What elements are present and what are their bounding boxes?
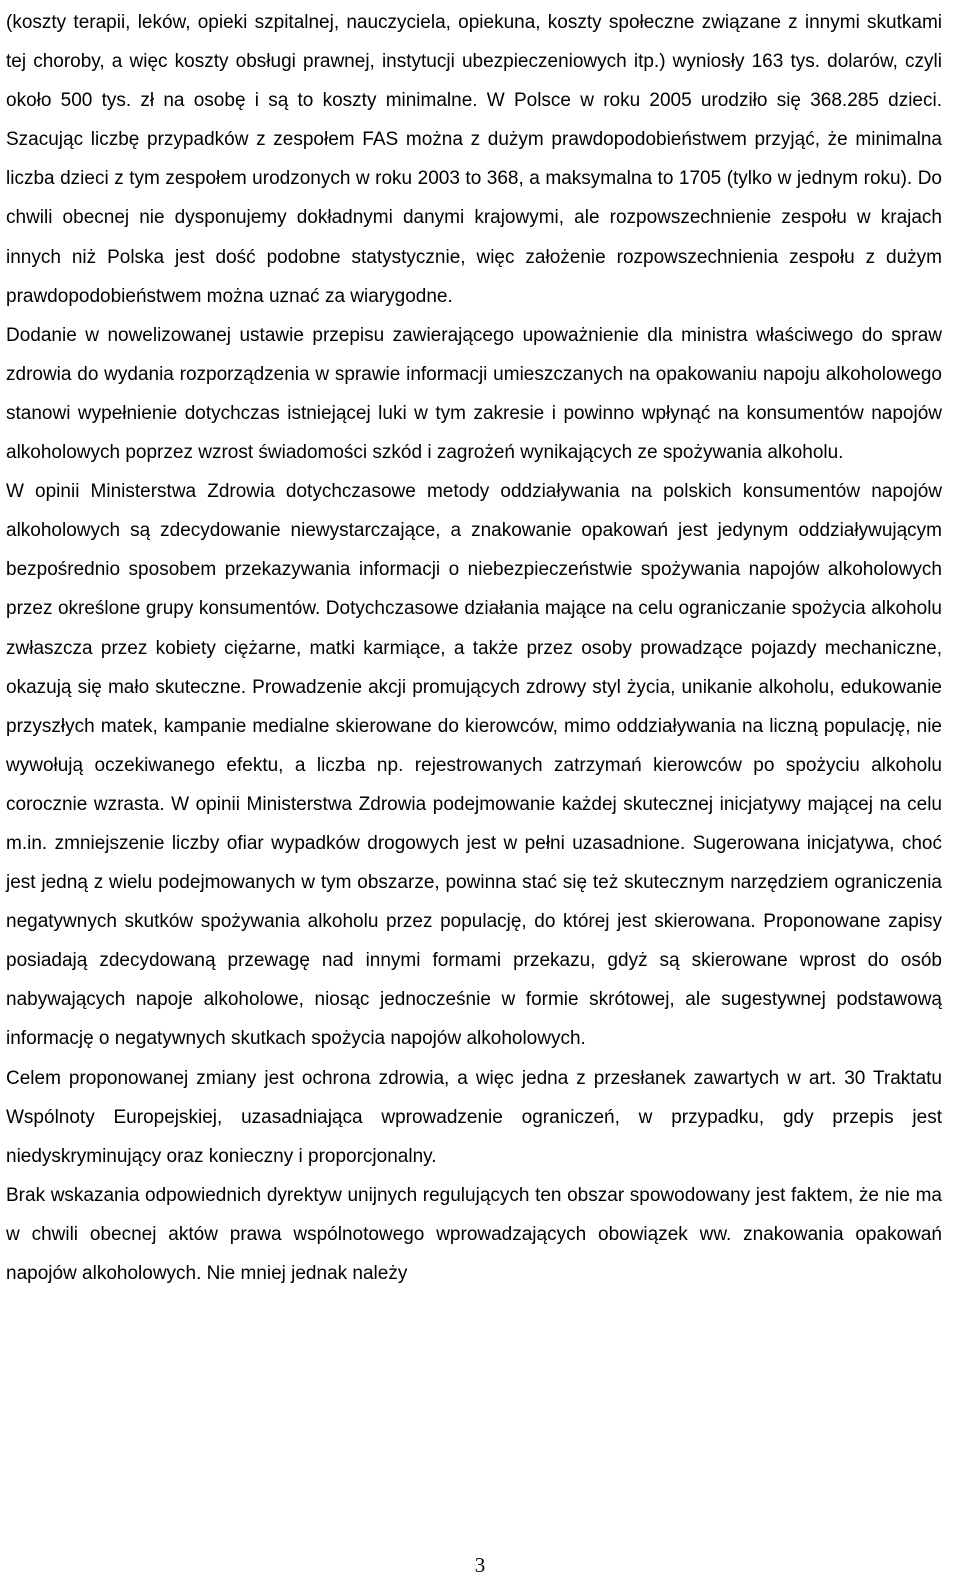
paragraph-goal: Celem proponowanej zmiany jest ochrona zdrowia, a więc jedna z przesłanek zawartych w art. 30 Traktatu Wspólnoty Europejskiej, uzasadniająca wprowadzenie ograniczeń, w przypadku, gdy przepis jest niedyskryminujący oraz konieczny i proporcjonalny. bbox=[6, 1067, 942, 1167]
paragraph-ministry-opinion: W opinii Ministerstwa Zdrowia dotychczasowe metody oddziaływania na polskich konsumentów napojów alkoholowych są zdecydowanie niewystarczające, a znakowanie opakowań jest jedynym oddziaływującym bezpośrednio sposobem przekazywania informacji o niebezpieczeństwie spożywania napojów alkoholowych przez określone grupy konsumentów. Dotychczasowe działania mające na celu ograniczanie spożycia alkoholu zwłaszcza przez kobiety ciężarne, matki karmiące, a także przez osoby prowadzące pojazdy mechaniczne, okazują się mało skuteczne. Prowadzenie akcji promujących zdrowy styl życia, unikanie alkoholu, edukowanie przyszłych matek, kampanie medialne skierowane do kierowców, mimo oddziaływania na liczną populację, nie wywołują oczekiwanego efektu, a liczba np. rejestrowanych zatrzymań kierowców po spożyciu alkoholu corocznie wzrasta. W opinii Ministerstwa Zdrowia podejmowanie każdej skutecznej inicjatywy mającej na celu m.in. zmniejszenie liczby ofiar wypadków drogowych jest w pełni uzasadnione. Sugerowana inicjatywa, choć jest jedną z wielu podejmowanych w tym obszarze, powinna stać się też skutecznym narzędziem ograniczenia negatywnych skutków spożywania alkoholu przez populację, do której jest skierowana. Proponowane zapisy posiadają zdecydowaną przewagę nad innymi formami przekazu, gdyż są skierowane wprost do osób nabywających napoje alkoholowe, niosąc jednocześnie w formie skrótowej, ale sugestywnej podstawową informację o negatywnych skutkach spożycia napojów alkoholowych. bbox=[6, 481, 942, 1050]
paragraph-fas-costs: (koszty terapii, leków, opieki szpitalnej, nauczyciela, opiekuna, koszty społeczne związane z innymi skutkami tej choroby, a więc koszty obsługi prawnej, instytucji ubezpieczeniowych itp.) wyniosły 163 tys. dolarów, czyli około 500 tys. zł na osobę i są to koszty minimalne. W Polsce w roku 2005 urodziło się 368.285 dzieci. Szacując liczbę przypadków z zespołem FAS można z dużym prawdopodobieństwem przyjąć, że minimalna liczba dzieci z tym zespołem urodzonych w roku 2003 to 368, a maksymalna to 1705 (tylko w jednym roku). Do chwili obecnej nie dysponujemy dokładnymi danymi krajowymi, ale rozpowszechnienie zespołu w krajach innych niż Polska jest dość podobne statystycznie, więc założenie rozpowszechnienia zespołu z dużym prawdopodobieństwem można uznać za wiarygodne. bbox=[6, 12, 942, 307]
document-body bbox=[6, 3, 942, 1293]
page-number: 3 bbox=[474, 1553, 486, 1577]
paragraph-eu-directives: Brak wskazania odpowiednich dyrektyw unijnych regulujących ten obszar spowodowany jest faktem, że nie ma w chwili obecnej aktów prawa wspólnotowego wprowadzających obowiązek ww. znakowania opakowań napojów alkoholowych. Nie mniej jednak należy bbox=[6, 1184, 942, 1284]
paragraph-amendment: Dodanie w nowelizowanej ustawie przepisu zawierającego upoważnienie dla ministra właściwego do spraw zdrowia do wydania rozporządzenia w sprawie informacji umieszczanych na opakowaniu napoju alkoholowego stanowi wypełnienie dotychczas istniejącej luki w tym zakresie i powinno wpłynąć na konsumentów napojów alkoholowych poprzez wzrost świadomości szkód i zagrożeń wynikających ze spożywania alkoholu. bbox=[6, 324, 942, 464]
